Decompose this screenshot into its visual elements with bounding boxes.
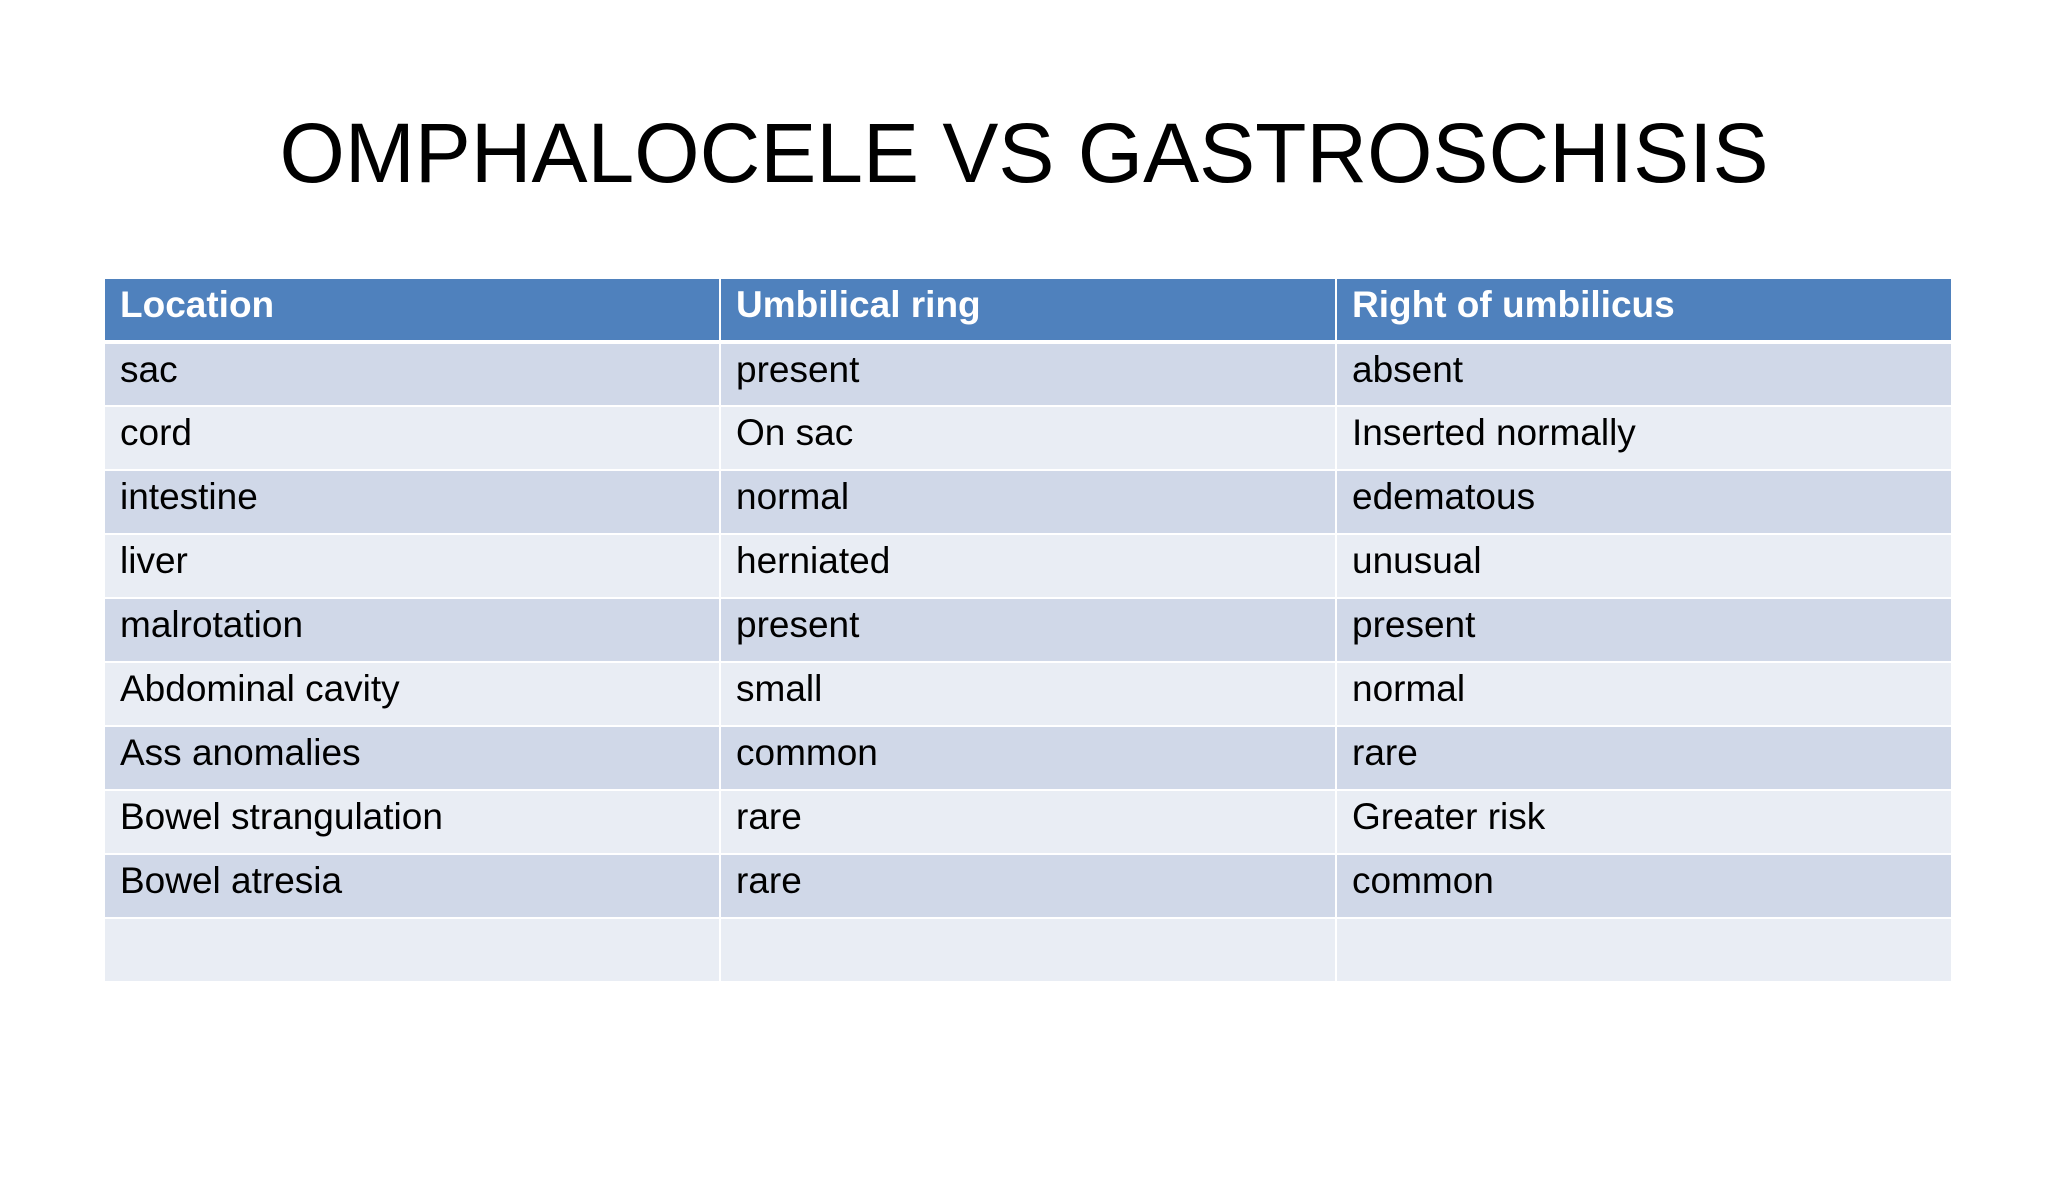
table-cell: sac xyxy=(104,342,720,406)
table-cell: On sac xyxy=(720,406,1336,470)
table-cell: malrotation xyxy=(104,598,720,662)
table-cell: Bowel atresia xyxy=(104,854,720,918)
table-cell: present xyxy=(1336,598,1952,662)
table-row xyxy=(104,534,1952,598)
table-row xyxy=(104,854,1952,918)
table-cell: absent xyxy=(1336,342,1952,406)
table-cell xyxy=(720,918,1336,982)
table-cell: cord xyxy=(104,406,720,470)
table-cell: Abdominal cavity xyxy=(104,662,720,726)
table-cell: normal xyxy=(1336,662,1952,726)
table-row xyxy=(104,470,1952,534)
table-cell xyxy=(1336,918,1952,982)
table-cell: rare xyxy=(720,790,1336,854)
table-cell: rare xyxy=(720,854,1336,918)
table-cell: small xyxy=(720,662,1336,726)
comparison-table xyxy=(103,277,1953,983)
header-cell-location: Location xyxy=(104,278,720,342)
table-cell: present xyxy=(720,342,1336,406)
table-cell xyxy=(104,918,720,982)
table-header-row xyxy=(104,278,1952,342)
table-cell: common xyxy=(1336,854,1952,918)
table-row xyxy=(104,726,1952,790)
table-cell: liver xyxy=(104,534,720,598)
table-row xyxy=(104,790,1952,854)
header-cell-umbilical-ring: Umbilical ring xyxy=(720,278,1336,342)
table-cell: common xyxy=(720,726,1336,790)
table-cell: Ass anomalies xyxy=(104,726,720,790)
header-cell-right-of-umbilicus: Right of umbilicus xyxy=(1336,278,1952,342)
table-cell: edematous xyxy=(1336,470,1952,534)
table-cell: intestine xyxy=(104,470,720,534)
table-cell: Bowel strangulation xyxy=(104,790,720,854)
table-cell: unusual xyxy=(1336,534,1952,598)
table-row xyxy=(104,662,1952,726)
table-row xyxy=(104,598,1952,662)
table-cell: normal xyxy=(720,470,1336,534)
slide-title: OMPHALOCELE VS GASTROSCHISIS xyxy=(279,106,1769,200)
table-cell: Greater risk xyxy=(1336,790,1952,854)
table-row xyxy=(104,342,1952,406)
table-cell: present xyxy=(720,598,1336,662)
table-cell: rare xyxy=(1336,726,1952,790)
table-row-empty xyxy=(104,918,1952,982)
table-cell: Inserted normally xyxy=(1336,406,1952,470)
table-row xyxy=(104,406,1952,470)
table-cell: herniated xyxy=(720,534,1336,598)
